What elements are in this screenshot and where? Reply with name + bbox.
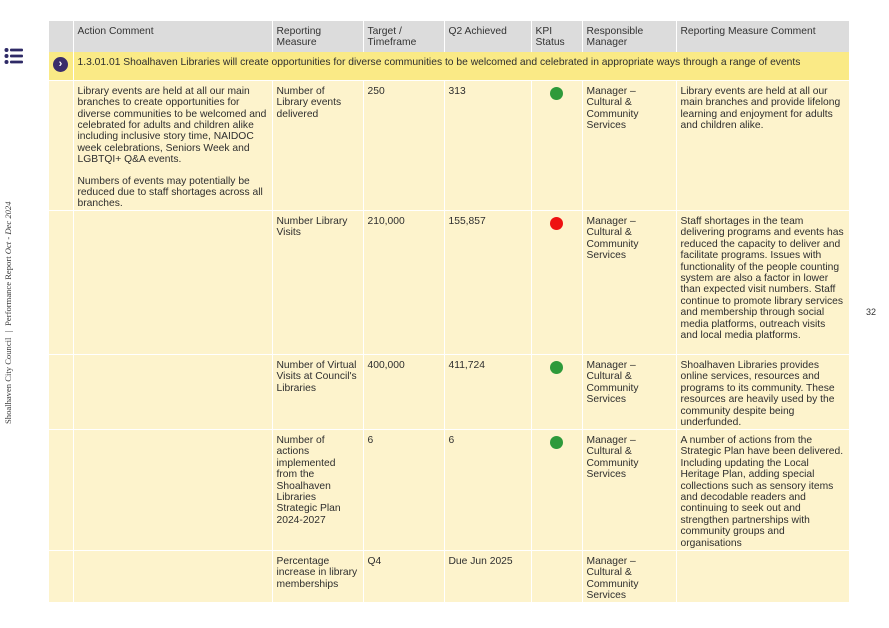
target: 400,000: [363, 354, 444, 429]
action-comment-para2: Numbers of events may potentially be reduced due to staff shortages across all branches.: [77, 175, 263, 210]
table-row: [49, 80, 849, 210]
objective-text: 1.3.01.01 Shoalhaven Libraries will create opportunities for diverse communities to be welcomed and celebrated in appropriate ways through a range of events: [73, 52, 849, 81]
header-reporting-measure: Reporting Measure: [272, 21, 363, 52]
action-comment-empty: [73, 550, 272, 602]
measure: Percentage increase in library memberships: [272, 550, 363, 602]
side-title-period: Oct - Dec 2024: [3, 201, 13, 255]
table-row: [49, 429, 849, 550]
objective-row: [49, 52, 849, 81]
target: 210,000: [363, 210, 444, 354]
achieved: 411,724: [444, 354, 531, 429]
table-row: [49, 550, 849, 602]
manager: Manager – Cultural & Community Services: [582, 354, 676, 429]
action-comment-empty: [73, 429, 272, 550]
action-comment-empty: [73, 210, 272, 354]
measure: Number of Library events delivered: [272, 80, 363, 210]
kpi-cell: [531, 429, 582, 550]
objective-expand-cell: [49, 52, 73, 81]
header-target-timeframe: Target / Timeframe: [363, 21, 444, 52]
side-title-report: Performance Report: [3, 256, 13, 326]
kpi-status-green-icon: [550, 87, 563, 100]
measure-comment: Library events are held at all our main branches and provide lifelong learning and enjoyment for adults and children alike.: [676, 80, 849, 210]
expand-chevron-icon[interactable]: ›: [53, 57, 68, 72]
manager: Manager – Cultural & Community Services: [582, 429, 676, 550]
kpi-cell: [531, 80, 582, 210]
measure-comment: Staff shortages in the team delivering programs and events has reduced the capacity to deliver and facilitate programs. Issues with functionality of the people counting system are also a factor in lower than expected visit numbers. Staff continue to promote library services and membership through social media platforms, outreach visits and local media platforms.: [676, 210, 849, 354]
kpi-cell: [531, 210, 582, 354]
measure-comment: A number of actions from the Strategic Plan have been delivered. Including updating the Local Heritage Plan, adding special collections such as sensory items and decodable readers and continuing to seek out and strengthen partnerships with community groups and organisations: [676, 429, 849, 550]
header-measure-comment: Reporting Measure Comment: [676, 21, 849, 52]
header-action-comment: Action Comment: [73, 21, 272, 52]
measure: Number of actions implemented from the Shoalhaven Libraries Strategic Plan 2024-2027: [272, 429, 363, 550]
header-responsible-manager: Responsible Manager: [582, 21, 676, 52]
manager: Manager – Cultural & Community Services: [582, 80, 676, 210]
action-comment-cell: [73, 80, 272, 210]
target: 250: [363, 80, 444, 210]
row-spacer: [49, 210, 73, 354]
performance-table: [49, 21, 849, 602]
achieved: 155,857: [444, 210, 531, 354]
measure: Number of Virtual Visits at Council's Libraries: [272, 354, 363, 429]
side-title-council: Shoalhaven City Council: [3, 337, 13, 424]
menu-icon[interactable]: [4, 47, 24, 65]
table-row: [49, 210, 849, 354]
header-row: [49, 21, 849, 52]
target: Q4: [363, 550, 444, 602]
header-expand: [49, 21, 73, 52]
action-comment-empty: [73, 354, 272, 429]
kpi-cell: [531, 354, 582, 429]
header-q2-achieved: Q2 Achieved: [444, 21, 531, 52]
achieved: Due Jun 2025: [444, 550, 531, 602]
kpi-status-green-icon: [550, 361, 563, 374]
manager: Manager – Cultural & Community Services: [582, 210, 676, 354]
header-kpi-status: KPI Status: [531, 21, 582, 52]
measure: Number Library Visits: [272, 210, 363, 354]
action-comment-para1: Library events are held at all our main branches to create opportunities for diverse communities to be welcomed and celebrated for adults and children alike including inclusive story time, NAIDOC week celebrations, Seniors Week and LGBTQI+ Q&A events.: [77, 85, 267, 166]
kpi-status-green-icon: [550, 436, 563, 449]
page-number: 32: [866, 307, 877, 317]
target: 6: [363, 429, 444, 550]
row-spacer: [49, 429, 73, 550]
row-spacer: [49, 354, 73, 429]
achieved: 6: [444, 429, 531, 550]
measure-comment: Shoalhaven Libraries provides online services, resources and programs to its community. These resources are heavily used by the community despite being underfunded.: [676, 354, 849, 429]
row-spacer: [49, 550, 73, 602]
row-spacer: [49, 80, 73, 210]
side-title: Shoalhaven City Council|Performance Report Oct - Dec 2024: [3, 201, 13, 424]
kpi-status-red-icon: [550, 217, 563, 230]
kpi-cell-empty: [531, 550, 582, 602]
table-row: [49, 354, 849, 429]
achieved: 313: [444, 80, 531, 210]
measure-comment: [676, 550, 849, 602]
manager: Manager – Cultural & Community Services: [582, 550, 676, 602]
